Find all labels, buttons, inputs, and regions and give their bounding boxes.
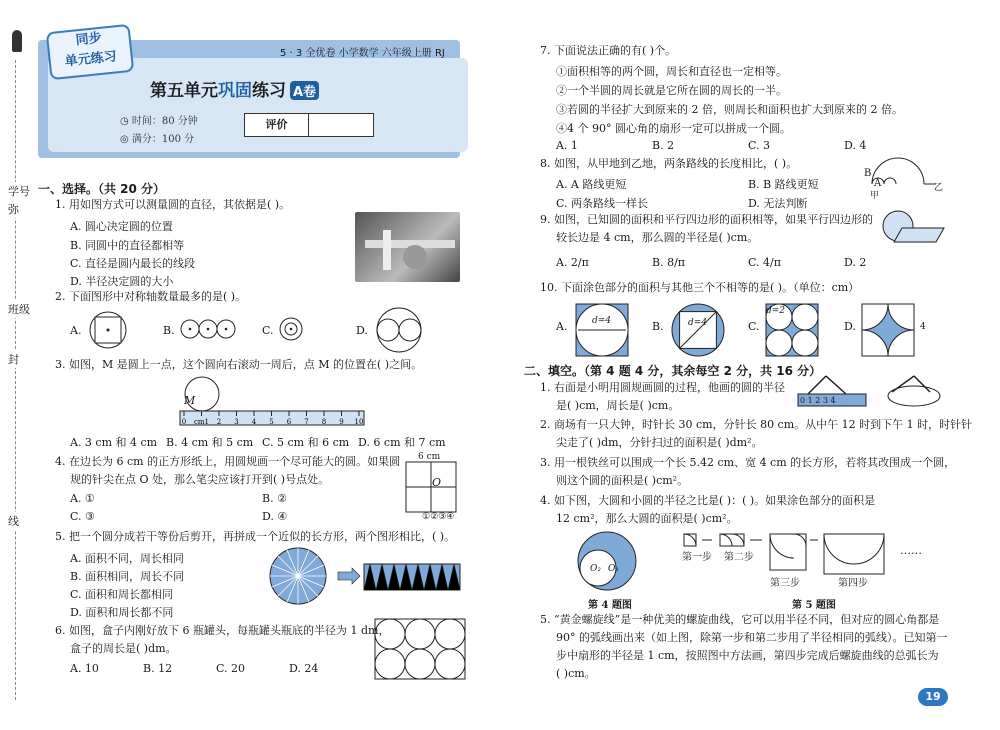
f4-caption: 第 4 题图 xyxy=(588,600,632,611)
unit-title xyxy=(150,76,319,101)
q8-option-d[interactable]: D. 无法判断 xyxy=(748,197,808,210)
fill-3-line1: 3. 用一根铁丝可以围成一个长 5.42 cm、宽 4 cm 的长方形，若将其改围成一个圆， xyxy=(540,456,956,469)
q2-option-b[interactable]: B. xyxy=(163,324,175,337)
ruler-tick-label: 9 xyxy=(339,418,344,426)
q2-option-a[interactable]: A. xyxy=(70,324,82,337)
q8-label-jia: 甲 xyxy=(870,191,880,201)
f1-ruler-ticks: 0 1 2 3 4 xyxy=(800,396,836,405)
q4-point-o: O xyxy=(432,476,442,489)
q9-option-a[interactable]: A. 2/π xyxy=(556,256,589,269)
time-text: 时间：80 分钟 xyxy=(131,116,198,127)
q2-fig-b xyxy=(180,318,236,340)
q4-side-label: 6 cm xyxy=(418,452,441,462)
fill-4-line1: 4. 如下图，大圆和小圆的半径之比是( )：( )。如果涂色部分的面积是 xyxy=(540,494,876,507)
q5-option-b[interactable]: B. 面积相同，周长不同 xyxy=(70,570,185,583)
q10-option-c[interactable]: C. xyxy=(748,320,760,333)
margin-label-class: 班级 xyxy=(8,300,30,318)
caliper-photo xyxy=(355,212,460,282)
fill-2-line2: 尖走了( )dm，分针扫过的面积是( )dm²。 xyxy=(556,436,763,449)
question-10: 10. 下面涂色部分的面积与其他三个不相等的是( )。（单位：cm） xyxy=(540,281,860,294)
q3-option-d[interactable]: D. 6 cm 和 7 cm xyxy=(358,436,446,449)
q10-option-b[interactable]: B. xyxy=(652,320,664,333)
q9-option-d[interactable]: D. 2 xyxy=(844,256,867,269)
margin-label-mi: 弥 xyxy=(8,200,19,218)
ruler-tick-label: cm1 xyxy=(193,418,210,426)
question-8: 8. 如图，从甲地到乙地，两条路线的长度相比，( )。 xyxy=(540,157,798,170)
fill-5-line1: 5. “黄金螺旋线”是一种优美的螺旋曲线，它可以用半径不同，但对应的圆心角都是 xyxy=(540,613,940,626)
q2-option-c[interactable]: C. xyxy=(262,324,274,337)
binding-margin xyxy=(0,0,30,730)
fill-3-line2: 则这个圆的面积是( )cm²。 xyxy=(556,474,689,487)
evaluation-label: 评价 xyxy=(245,114,309,136)
evaluation-box[interactable] xyxy=(244,113,374,137)
badge-line1: 同步 xyxy=(74,30,103,49)
title-suffix: 练习 xyxy=(252,81,286,101)
q5-option-a[interactable]: A. 面积不同，周长相同 xyxy=(70,552,184,565)
q8-label-a: A xyxy=(874,178,882,189)
fill-2-line1: 2. 商场有一只大钟，时针长 30 cm，分针长 80 cm。从中午 12 时到下午 1 时，时针针 xyxy=(540,418,973,431)
q6-box-figure xyxy=(374,618,466,680)
question-5: 5. 把一个圆分成若干等份后剪开，再拼成一个近似的长方形，两个图形相比，( )。 xyxy=(55,530,456,543)
volume-tag: A卷 xyxy=(290,81,319,100)
q10-fig-d xyxy=(860,302,916,358)
question-2: 2. 下面图形中对称轴数量最多的是( )。 xyxy=(55,290,247,303)
q4-option-a[interactable]: A. ① xyxy=(70,492,95,505)
section-fill-blank: 二、填空。（第 4 题 4 分，其余每空 2 分，共 16 分） xyxy=(524,364,822,378)
margin-label-student-no: 学号 xyxy=(8,182,30,200)
q8-option-c[interactable]: C. 两条路线一样长 xyxy=(556,197,649,210)
fill-5-line3: 步中扇形的半径是 1 cm，按照图中方法画，第四步完成后螺旋曲线的总弧长为 xyxy=(556,649,939,662)
q10-label-b: d=4 xyxy=(688,318,708,328)
series-line: 5 · 3 全优卷 小学数学 六年级上册 RJ xyxy=(280,48,445,59)
ruler-tick-label: 4 xyxy=(251,418,257,426)
question-9-line2: 较长边是 4 cm，那么圆的半径是( )cm。 xyxy=(556,231,759,244)
q7-statement-3: ③若圆的半径扩大到原来的 2 倍，则周长和面积也扩大到原来的 2 倍。 xyxy=(556,103,903,116)
time-limit: ◷ 时间：80 分钟 xyxy=(120,116,198,127)
q4-option-d[interactable]: D. ④ xyxy=(262,510,288,523)
q9-circle-parallelogram xyxy=(880,208,948,244)
q2-fig-d xyxy=(374,306,424,354)
q7-statement-4: ④4 个 90° 圆心角的扇形一定可以拼成一个圆。 xyxy=(556,122,791,135)
q10-option-a[interactable]: A. xyxy=(556,320,568,333)
q3-option-a[interactable]: A. 3 cm 和 4 cm xyxy=(70,436,158,449)
q1-option-d[interactable]: D. 半径决定圆的大小 xyxy=(70,275,174,288)
q7-option-b[interactable]: B. 2 xyxy=(652,139,675,152)
fill-1-line2: 是( )cm，周长是( )cm。 xyxy=(556,399,680,412)
page-number: 19 xyxy=(918,688,948,706)
q6-option-a[interactable]: A. 10 xyxy=(70,662,99,675)
q3-option-b[interactable]: B. 4 cm 和 5 cm xyxy=(166,436,254,449)
q10-fig-a xyxy=(574,302,630,358)
badge-line2: 单元练习 xyxy=(64,49,118,70)
q8-option-b[interactable]: B. B 路线更短 xyxy=(748,178,819,191)
score-text: 满分：100 分 xyxy=(131,134,195,145)
cut-line xyxy=(15,60,16,700)
question-4-line1: 4. 在边长为 6 cm 的正方形纸上，用圆规画一个尽可能大的圆。如果圆 xyxy=(55,455,401,468)
title-prefix: 第五单元 xyxy=(150,81,218,101)
q7-option-d[interactable]: D. 4 xyxy=(844,139,867,152)
q1-option-b[interactable]: B. 同圆中的直径都相等 xyxy=(70,239,185,252)
q4-option-b[interactable]: B. ② xyxy=(262,492,287,505)
question-7: 7. 下面说法正确的有( )个。 xyxy=(540,44,677,57)
ruler-tick-label: 3 xyxy=(234,418,239,426)
q10-label-a: d=4 xyxy=(592,316,612,326)
f4-label-o1: O₁ xyxy=(608,564,619,574)
q7-option-c[interactable]: C. 3 xyxy=(748,139,771,152)
q8-option-a[interactable]: A. A 路线更短 xyxy=(556,178,627,191)
question-6-line2: 盒子的周长是( )dm。 xyxy=(70,642,177,655)
f5-step-3: 第三步 xyxy=(770,578,800,589)
ruler-tick-label: 8 xyxy=(321,418,327,426)
q9-option-c[interactable]: C. 4/π xyxy=(748,256,781,269)
f4-circles-figure xyxy=(576,530,638,592)
fill-4-line2: 12 cm²，那么大圆的面积是( )cm²。 xyxy=(556,512,738,525)
f5-step-1: 第一步 xyxy=(682,552,712,563)
full-score: ◎ 满分：100 分 xyxy=(120,134,195,145)
q2-option-d[interactable]: D. xyxy=(356,324,368,337)
ruler-tick-label: 6 xyxy=(286,418,292,426)
margin-label-feng: 封 xyxy=(8,350,19,368)
margin-label-xian: 线 xyxy=(8,512,19,530)
q7-statement-2: ②一个半圆的周长就是它所在圆的周长的一半。 xyxy=(556,84,787,97)
f5-step-2: 第二步 xyxy=(724,552,754,563)
q3-point-m: M xyxy=(184,394,196,407)
q10-label-d: 4 xyxy=(920,322,926,332)
f5-spiral-figure xyxy=(680,528,910,578)
q7-statement-1: ①面积相等的两个圆，周长和直径也一定相等。 xyxy=(556,65,787,78)
q5-option-c[interactable]: C. 面积和周长都相同 xyxy=(70,588,174,601)
q6-option-b[interactable]: B. 12 xyxy=(143,662,173,675)
question-9-line1: 9. 如图，已知圆的面积和平行四边形的面积相等，如果平行四边形的 xyxy=(540,213,873,226)
fill-1-line1: 1. 右面是小明用圆规画圆的过程，他画的圆的半径 xyxy=(540,381,785,394)
q10-label-c: d=2 xyxy=(766,306,786,316)
q3-option-c[interactable]: C. 5 cm 和 6 cm xyxy=(262,436,350,449)
q4-option-c[interactable]: C. ③ xyxy=(70,510,95,523)
q6-option-c[interactable]: C. 20 xyxy=(216,662,246,675)
question-4-line2: 规的针尖在点 O 处，那么笔尖应该打开到( )号点处。 xyxy=(70,473,330,486)
ruler-tick-label: 7 xyxy=(304,418,309,426)
q10-fig-b xyxy=(670,302,726,358)
q10-option-d[interactable]: D. xyxy=(844,320,856,333)
q2-fig-a xyxy=(88,310,128,350)
q8-label-b: B xyxy=(864,168,872,179)
f5-step-4: 第四步 xyxy=(838,578,868,589)
caliper-icon xyxy=(355,212,460,282)
f4-label-o2: O₂ xyxy=(590,564,601,574)
ruler-tick-label: 0 xyxy=(181,418,187,426)
q8-label-yi: 乙 xyxy=(934,183,944,193)
q3-ruler-figure xyxy=(178,374,368,426)
q1-option-a[interactable]: A. 圆心决定圆的位置 xyxy=(70,220,173,233)
q9-option-b[interactable]: B. 8/π xyxy=(652,256,686,269)
rocket-icon xyxy=(12,30,22,52)
question-1: 1. 用如图方式可以测量圆的直径，其依据是( )。 xyxy=(55,198,291,211)
title-highlight: 巩固 xyxy=(218,81,252,101)
q2-fig-c xyxy=(278,316,304,342)
question-6-line1: 6. 如图，盒子内刚好放下 6 瓶罐头，每瓶罐头瓶底的半径为 1 dm， xyxy=(55,624,390,637)
question-3: 3. 如图，M 是圆上一点，这个圆向右滚动一周后，点 M 的位置在( )之间。 xyxy=(55,358,423,371)
ruler-tick-label: 5 xyxy=(269,418,274,426)
sync-practice-badge xyxy=(46,24,135,81)
ruler-tick-label: 10 xyxy=(354,418,364,426)
q7-option-a[interactable]: A. 1 xyxy=(556,139,578,152)
section-choice: 一、选择。（共 20 分） xyxy=(38,182,166,196)
q1-option-c[interactable]: C. 直径是圆内最长的线段 xyxy=(70,257,196,270)
f1-compass-figure xyxy=(796,372,946,412)
f5-caption: 第 5 题图 xyxy=(792,600,836,611)
f5-continuation-dots: …… xyxy=(900,544,922,557)
ruler-tick-label: 2 xyxy=(216,418,222,426)
fill-5-line4: ( )cm。 xyxy=(556,667,596,680)
q6-option-d[interactable]: D. 24 xyxy=(289,662,319,675)
q5-option-d[interactable]: D. 面积和周长都不同 xyxy=(70,606,174,619)
fill-5-line2: 90° 的弧线画出来（如上图，除第一步和第二步用了半径相同的弧线）。已知第一 xyxy=(556,631,948,644)
q5-circle-rectangle-figure xyxy=(268,546,464,608)
q4-point-numbers: ①②③④ xyxy=(422,512,455,522)
